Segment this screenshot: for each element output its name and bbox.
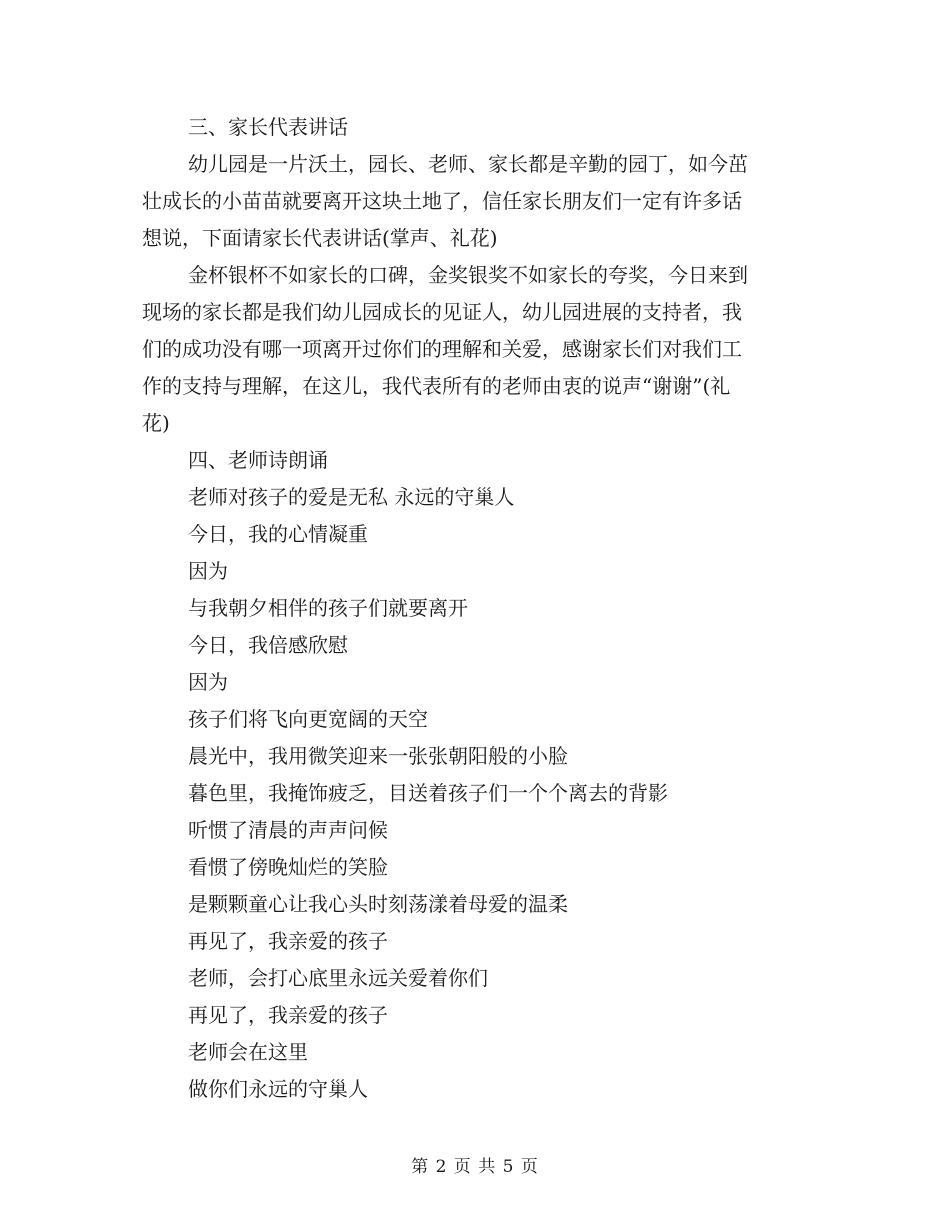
poem-line: 因为 [188, 670, 228, 694]
poem-line: 听惯了清晨的声声问候 [188, 818, 388, 842]
paragraph-line: 壮成长的小苗苗就要离开这块土地了，信任家长朋友们一定有许多话 [142, 189, 742, 213]
paragraph-line: 幼儿园是一片沃土，园长、老师、家长都是辛勤的园丁，如今茁 [188, 152, 748, 176]
paragraph-line: 金杯银杯不如家长的口碑，金奖银奖不如家长的夸奖，今日来到 [188, 263, 748, 287]
poem-line: 看惯了傍晚灿烂的笑脸 [188, 855, 388, 879]
document-body [142, 109, 807, 1108]
poem-line: 再见了，我亲爱的孩子 [188, 929, 388, 953]
section-heading-poem: 四、老师诗朗诵 [188, 448, 328, 472]
paragraph-line: 想说，下面请家长代表讲话(掌声、礼花) [142, 226, 498, 250]
section-heading-parent-speech: 三、家长代表讲话 [188, 115, 348, 139]
paragraph-line: 花) [142, 411, 170, 435]
page-number-footer: 第 2 页 共 5 页 [411, 1157, 539, 1177]
poem-line: 老师，会打心底里永远关爱着你们 [188, 966, 488, 990]
poem-line: 孩子们将飞向更宽阔的天空 [188, 707, 428, 731]
poem-line: 暮色里，我掩饰疲乏，目送着孩子们一个个离去的背影 [188, 781, 668, 805]
poem-line: 与我朝夕相伴的孩子们就要离开 [188, 596, 468, 620]
poem-line: 老师会在这里 [188, 1040, 308, 1064]
paragraph-line: 现场的家长都是我们幼儿园成长的见证人，幼儿园进展的支持者，我 [142, 300, 742, 324]
poem-line: 今日，我倍感欣慰 [188, 633, 348, 657]
poem-line: 今日，我的心情凝重 [188, 522, 368, 546]
paragraph-line: 们的成功没有哪一项离开过你们的理解和关爱，感谢家长们对我们工 [142, 337, 742, 361]
poem-line: 是颗颗童心让我心头时刻荡漾着母爱的温柔 [188, 892, 568, 916]
poem-line: 老师对孩子的爱是无私 永远的守巢人 [188, 485, 515, 509]
poem-line: 再见了，我亲爱的孩子 [188, 1003, 388, 1027]
poem-line: 因为 [188, 559, 228, 583]
poem-line: 做你们永远的守巢人 [188, 1077, 368, 1101]
poem-line: 晨光中，我用微笑迎来一张张朝阳般的小脸 [188, 744, 568, 768]
paragraph-line: 作的支持与理解，在这儿，我代表所有的老师由衷的说声“谢谢”(礼 [142, 374, 731, 398]
